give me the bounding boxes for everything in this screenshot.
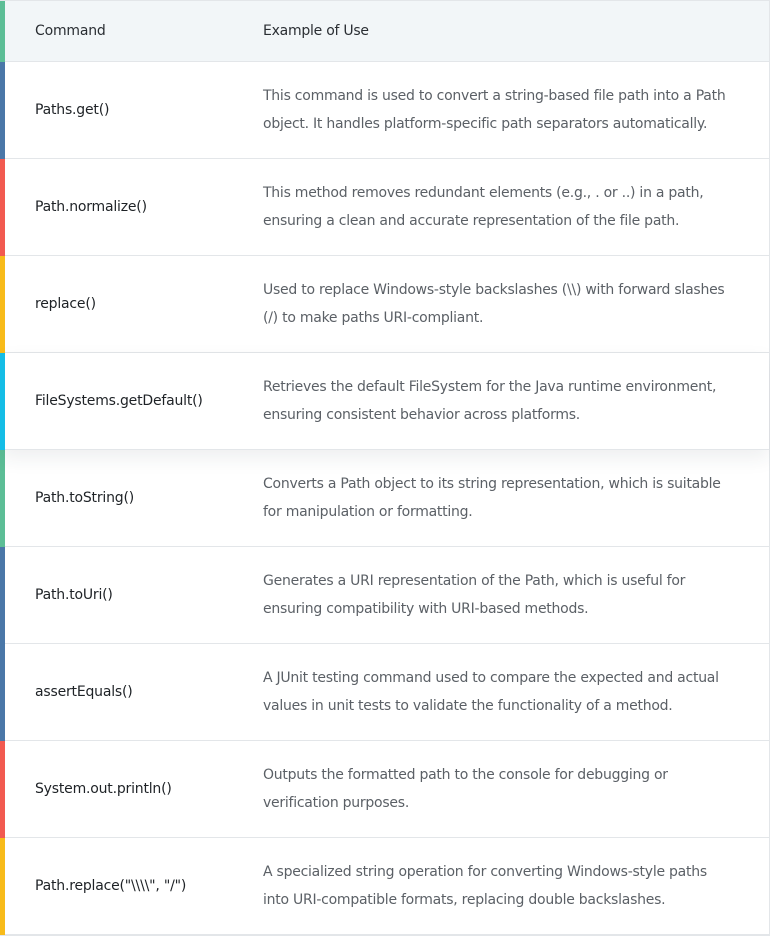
row-accent-bar [0,741,5,838]
table-row [1,256,769,353]
description-cell: This command is used to convert a string-based file path into a Path object. It handles platform-specific path separators automatically. [263,88,726,132]
table-row [1,741,769,838]
description-cell: This method removes redundant elements (e.g., . or ..) in a path, ensuring a clean and accurate representation of the file path. [263,185,704,229]
table-header-row [1,0,769,62]
description-cell: A JUnit testing command used to compare the expected and actual values in unit tests to validate the functionality of a method. [263,670,719,714]
description-cell: Outputs the formatted path to the console for debugging or verification purposes. [263,767,668,811]
row-accent-bar [0,62,5,159]
table-row [1,547,769,644]
table-row [1,353,769,450]
table-row [1,838,769,935]
command-cell: Path.toUri() [35,587,113,603]
command-cell: Path.replace("\\\\", "/") [35,878,187,894]
command-cell: Paths.get() [35,102,110,118]
row-accent-bar [0,159,5,256]
description-cell: Retrieves the default FileSystem for the Java runtime environment, ensuring consistent behavior across platforms. [263,379,717,423]
row-accent-bar [0,1,5,62]
table-row [1,450,769,547]
command-cell: Path.toString() [35,490,134,506]
command-cell: System.out.println() [35,781,172,797]
row-accent-bar [0,450,5,547]
row-accent-bar [0,353,5,450]
description-cell: Used to replace Windows-style backslashes (\\) with forward slashes (/) to make paths URI-compliant. [263,282,725,326]
row-accent-bar [0,256,5,353]
command-cell: Path.normalize() [35,199,147,215]
description-cell: A specialized string operation for converting Windows-style paths into URI-compatible formats, replacing double backslashes. [263,864,707,908]
command-cell: replace() [35,296,96,312]
row-accent-bar [0,547,5,644]
column-header-command: Command [35,23,106,39]
command-cell: FileSystems.getDefault() [35,393,203,409]
row-accent-bar [0,838,5,935]
table-row [1,62,769,159]
column-header-example: Example of Use [263,23,369,39]
command-cell: assertEquals() [35,684,133,700]
row-accent-bar [0,644,5,741]
table-row [1,159,769,256]
table-row [1,644,769,741]
description-cell: Converts a Path object to its string representation, which is suitable for manipulation or formatting. [263,476,721,520]
description-cell: Generates a URI representation of the Path, which is useful for ensuring compatibility with URI-based methods. [263,573,686,617]
